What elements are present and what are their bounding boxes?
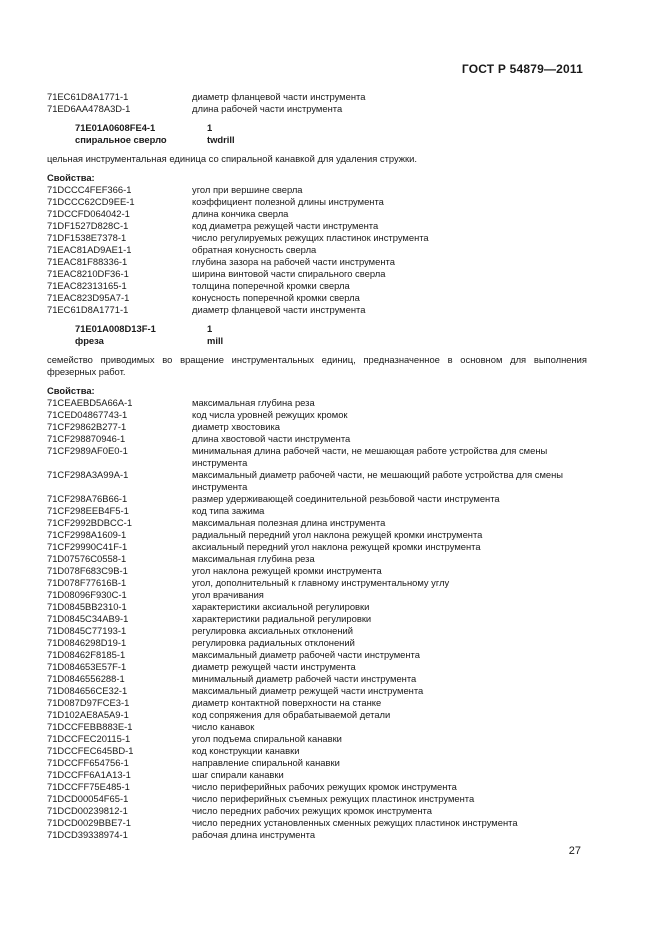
property-code: 71DF1527D828C-1 xyxy=(47,220,129,231)
property-row xyxy=(47,781,587,793)
class-name-ru: спиральное сверло xyxy=(75,134,167,145)
property-code: 71EC61D8A1771-1 xyxy=(47,91,129,102)
property-row xyxy=(47,757,587,769)
property-description: угол подъема спиральной канавки xyxy=(192,733,342,744)
property-row xyxy=(47,685,587,697)
property-list-drill xyxy=(47,184,587,316)
property-row xyxy=(47,577,587,589)
property-row xyxy=(47,649,587,661)
page-header: ГОСТ Р 54879—2011 xyxy=(461,62,583,76)
property-row xyxy=(47,208,587,220)
property-description: коэффициент полезной длины инструмента xyxy=(192,196,384,207)
property-description: угол наклона режущей кромки инструмента xyxy=(192,565,382,576)
property-description: максимальная глубина реза xyxy=(192,397,315,408)
document-body xyxy=(47,91,587,841)
property-code: 71DCD00239812-1 xyxy=(47,805,128,816)
property-code: 71D084653E57F-1 xyxy=(47,661,127,672)
property-row xyxy=(47,565,587,577)
property-row xyxy=(47,721,587,733)
property-row xyxy=(47,433,587,445)
property-row xyxy=(47,697,587,709)
property-row xyxy=(47,529,587,541)
property-row xyxy=(47,817,587,829)
property-description: угол врачивания xyxy=(192,589,264,600)
class-heading-drill xyxy=(75,122,587,146)
property-code: 71EAC82313165-1 xyxy=(47,280,127,291)
property-description: диаметр фланцевой части инструмента xyxy=(192,304,366,315)
property-code: 71D078F77616B-1 xyxy=(47,577,127,588)
property-code: 71DCCC62CD9EE-1 xyxy=(47,196,135,207)
property-row xyxy=(47,397,587,409)
property-row xyxy=(47,184,587,196)
property-description: код конструкции канавки xyxy=(192,745,300,756)
property-description: код числа уровней режущих кромок xyxy=(192,409,348,420)
property-description: характеристики аксиальной регулировки xyxy=(192,601,370,612)
property-description: число регулируемых режущих пластинок инструмента xyxy=(192,232,429,243)
property-description: диаметр контактной поверхности на станке xyxy=(192,697,382,708)
property-description: максимальная полезная длина инструмента xyxy=(192,517,386,528)
top-property-list xyxy=(47,91,587,115)
property-description: конусность поперечной кромки сверла xyxy=(192,292,360,303)
properties-label: Свойства: xyxy=(47,385,95,396)
property-code: 71D08096F930C-1 xyxy=(47,589,127,600)
property-code: 71DCCFEC20115-1 xyxy=(47,733,131,744)
property-description: максимальная глубина реза xyxy=(192,553,315,564)
property-row xyxy=(47,709,587,721)
property-code: 71CF29862B277-1 xyxy=(47,421,127,432)
property-code: 71D0846556288-1 xyxy=(47,673,125,684)
property-row xyxy=(47,304,587,316)
properties-label: Свойства: xyxy=(47,172,95,183)
property-description: рабочая длина инструмента xyxy=(192,829,316,840)
property-description: минимальная длина рабочей части, не мешающая работе устройства для смены инструмента xyxy=(192,445,548,468)
property-description: регулировка радиальных отклонений xyxy=(192,637,355,648)
property-row xyxy=(47,103,587,115)
property-code: 71DCD00054F65-1 xyxy=(47,793,129,804)
property-code: 71EAC81F88336-1 xyxy=(47,256,128,267)
page-number: 27 xyxy=(568,845,581,857)
property-row xyxy=(47,769,587,781)
property-row xyxy=(47,637,587,649)
property-code: 71CED04867743-1 xyxy=(47,409,128,420)
property-code: 71D102AE8A5A9-1 xyxy=(47,709,129,720)
property-description: код диаметра режущей части инструмента xyxy=(192,220,379,231)
class-code: 71E01A0608FE4-1 xyxy=(75,122,156,133)
property-code: 71CF298A76B66-1 xyxy=(47,493,128,504)
property-description: длина кончика сверла xyxy=(192,208,289,219)
property-description: толщина поперечной кромки сверла xyxy=(192,280,350,291)
property-code: 71DCD0029BBE7-1 xyxy=(47,817,131,828)
class-definition: семейство приводимых во вращение инструментальных единиц, предназначенное в основном для выполнения фрезерных работ. xyxy=(47,354,587,377)
property-row xyxy=(47,601,587,613)
property-description: направление спиральной канавки xyxy=(192,757,340,768)
property-code: 71D078F683C9B-1 xyxy=(47,565,128,576)
class-version: 1 xyxy=(207,122,213,133)
property-row xyxy=(47,268,587,280)
property-description: диаметр хвостовика xyxy=(192,421,280,432)
property-row xyxy=(47,220,587,232)
property-row xyxy=(47,505,587,517)
property-row xyxy=(47,553,587,565)
property-code: 71D0845BB2310-1 xyxy=(47,601,127,612)
property-row xyxy=(47,232,587,244)
property-row xyxy=(47,793,587,805)
class-version: 1 xyxy=(207,323,213,334)
property-description: размер удерживающей соединительной резьбовой части инструмента xyxy=(192,493,500,504)
property-description: максимальный диаметр рабочей части, не мешающий работе устройства для смены инструмента xyxy=(192,469,564,492)
property-row xyxy=(47,733,587,745)
property-code: 71EC61D8A1771-1 xyxy=(47,304,129,315)
property-code: 71D087D97FCE3-1 xyxy=(47,697,130,708)
property-description: характеристики радиальной регулировки xyxy=(192,613,372,624)
property-code: 71DCCC4FEF366-1 xyxy=(47,184,132,195)
property-row xyxy=(47,445,587,469)
property-row xyxy=(47,493,587,505)
property-code: 71D084656CE32-1 xyxy=(47,685,128,696)
property-description: угол при вершине сверла xyxy=(192,184,303,195)
property-code: 71CF29990C41F-1 xyxy=(47,541,128,552)
property-description: глубина зазора на рабочей части инструмента xyxy=(192,256,395,267)
property-row xyxy=(47,280,587,292)
property-code: 71D07576C0558-1 xyxy=(47,553,127,564)
property-description: максимальный диаметр режущей части инструмента xyxy=(192,685,424,696)
property-code: 71CF298EEB4F5-1 xyxy=(47,505,129,516)
property-code: 71EAC8210DF36-1 xyxy=(47,268,129,279)
class-name-ru: фреза xyxy=(75,335,104,346)
property-description: диаметр фланцевой части инструмента xyxy=(192,91,366,102)
property-code: 71DCD39338974-1 xyxy=(47,829,128,840)
property-code: 71CF298A3A99A-1 xyxy=(47,469,129,480)
property-description: длина рабочей части инструмента xyxy=(192,103,343,114)
property-description: обратная конусность сверла xyxy=(192,244,317,255)
property-row xyxy=(47,91,587,103)
property-description: число канавок xyxy=(192,721,255,732)
property-row xyxy=(47,256,587,268)
property-row xyxy=(47,244,587,256)
property-row xyxy=(47,673,587,685)
property-row xyxy=(47,196,587,208)
property-description: регулировка аксиальных отклонений xyxy=(192,625,354,636)
property-row xyxy=(47,589,587,601)
property-row xyxy=(47,829,587,841)
property-description: минимальный диаметр рабочей части инструмента xyxy=(192,673,417,684)
property-list-mill xyxy=(47,397,587,841)
class-heading-mill xyxy=(75,323,587,347)
property-code: 71D0845C77193-1 xyxy=(47,625,127,636)
property-description: число передних рабочих режущих кромок инструмента xyxy=(192,805,432,816)
property-description: шаг спирали канавки xyxy=(192,769,284,780)
property-description: число периферийных съемных режущих пластинок инструмента xyxy=(192,793,475,804)
property-description: ширина винтовой части спирального сверла xyxy=(192,268,386,279)
property-row xyxy=(47,292,587,304)
property-row xyxy=(47,421,587,433)
property-description: аксиальный передний угол наклона режущей кромки инструмента xyxy=(192,541,481,552)
property-code: 71ED6AA478A3D-1 xyxy=(47,103,131,114)
property-code: 71CF298870946-1 xyxy=(47,433,126,444)
property-code: 71CEAEBD5A66A-1 xyxy=(47,397,133,408)
property-description: диаметр режущей части инструмента xyxy=(192,661,356,672)
property-row xyxy=(47,541,587,553)
property-row xyxy=(47,661,587,673)
property-code: 71CF2992BDBCC-1 xyxy=(47,517,132,528)
property-code: 71CF2998A1609-1 xyxy=(47,529,127,540)
property-row xyxy=(47,625,587,637)
class-name-en: twdrill xyxy=(207,134,235,145)
property-code: 71DCCFF654756-1 xyxy=(47,757,129,768)
class-code: 71E01A008D13F-1 xyxy=(75,323,156,334)
property-code: 71DCCFEC645BD-1 xyxy=(47,745,134,756)
property-description: код типа зажима xyxy=(192,505,265,516)
property-code: 71DCCFD064042-1 xyxy=(47,208,130,219)
property-row xyxy=(47,469,587,493)
property-row xyxy=(47,517,587,529)
property-description: угол, дополнительный к главному инструментальному углу xyxy=(192,577,450,588)
property-description: число передних установленных сменных режущих пластинок инструмента xyxy=(192,817,518,828)
property-row xyxy=(47,409,587,421)
property-code: 71D0846298D19-1 xyxy=(47,637,127,648)
property-row xyxy=(47,745,587,757)
property-code: 71DCCFF6A1A13-1 xyxy=(47,769,131,780)
property-description: код сопряжения для обрабатываемой детали xyxy=(192,709,391,720)
class-name-en: mill xyxy=(207,335,224,346)
property-description: радиальный передний угол наклона режущей кромки инструмента xyxy=(192,529,483,540)
property-description: максимальный диаметр рабочей части инструмента xyxy=(192,649,420,660)
property-code: 71EAC823D95A7-1 xyxy=(47,292,130,303)
property-code: 71DCCFF75E485-1 xyxy=(47,781,130,792)
property-row xyxy=(47,805,587,817)
property-code: 71DCCFEBB883E-1 xyxy=(47,721,133,732)
property-code: 71DF1538E7378-1 xyxy=(47,232,127,243)
property-code: 71EAC81AD9AE1-1 xyxy=(47,244,132,255)
property-description: длина хвостовой части инструмента xyxy=(192,433,351,444)
property-code: 71D08462F8185-1 xyxy=(47,649,126,660)
property-row xyxy=(47,613,587,625)
property-description: число периферийных рабочих режущих кромок инструмента xyxy=(192,781,457,792)
property-code: 71D0845C34AB9-1 xyxy=(47,613,129,624)
property-code: 71CF2989AF0E0-1 xyxy=(47,445,128,456)
class-definition: цельная инструментальная единица со спиральной канавкой для удаления стружки. xyxy=(47,153,418,164)
